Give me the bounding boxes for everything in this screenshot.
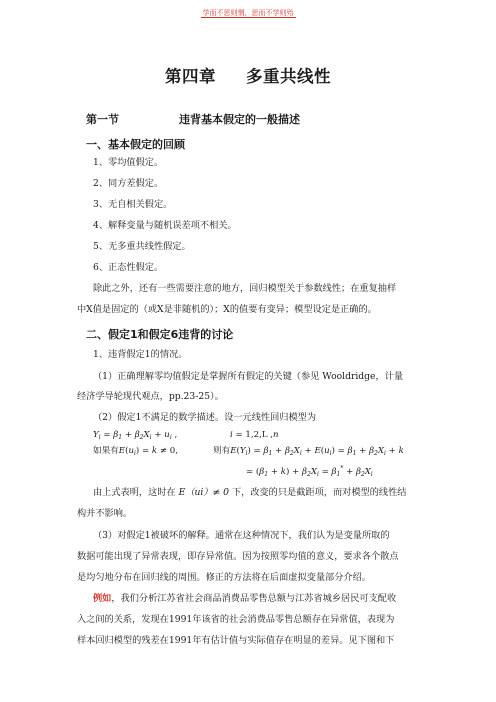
paragraph-line: 构并不影响。 <box>77 508 133 519</box>
paragraph-line: 除此之外，还有一些需要注意的地方，回归模型关于参数线性；在重复抽样 <box>93 283 397 294</box>
expectation-equation: 则有$E(Y_i) = \beta_1 + \beta_2X_i + E(u_i) = \beta_1 + \beta_2X_i + k$ <box>213 446 404 457</box>
example-line: 样本回归模型的残差在1991年有估计值与实际值存在明显的差异。见下图和下 <box>77 635 395 646</box>
inline-math: E（ui）≠ 0 <box>178 487 230 498</box>
heading-basic-assumptions: 一、基本假定的回顾 <box>86 138 185 151</box>
chapter-name: 多重共线性 <box>246 67 331 86</box>
model-equation: $Y_i = \beta_1 + \beta_2X_i + u_i$ , <box>93 430 178 441</box>
condition-equation: 如果有$E(u_i) = k \ne 0$, <box>93 446 179 457</box>
paragraph-line: 中X值是固定的（或X是非随机的）；X的值要有变异；模型设定是正确的。 <box>77 304 377 315</box>
chapter-number: 第四章 <box>165 67 216 86</box>
heading-violations: 二、假定1和假定6违背的讨论 <box>86 328 234 341</box>
assumption-2: 2、同方差假定。 <box>93 178 164 189</box>
assumption-3: 3、无自相关假定。 <box>93 199 173 210</box>
paragraph-line: （1）正确理解零均值假定是掌握所有假定的关键（参见 Wooldridge，计量 <box>93 371 404 382</box>
chapter-title <box>0 63 496 87</box>
assumption-1: 1、零均值假定。 <box>93 157 164 168</box>
example-line: 入之间的关系，发现在1991年该省的社会消费品零售总额存在异常值，表现为 <box>77 614 395 625</box>
paragraph-line: （3）对假定1被破坏的解释。通常在这种情况下，我们认为是变量所取的 <box>93 530 390 541</box>
paragraph-line: 由上式表明，这时在 E（ui）≠ 0 下，改变的只是截距项，而对模型的线性结 <box>93 487 407 498</box>
paragraph-line: （2）假定1不满足的数学描述。设一元线性回归模型为 <box>93 412 317 423</box>
example-label: 例如 <box>93 593 112 604</box>
example-line: 例如，我们分析江苏省社会商品消费品零售总额与江苏省城乡居民可支配收 <box>93 593 397 604</box>
paragraph-line: 经济学导轮现代观点，pp.23-25）。 <box>77 391 224 402</box>
assumption-4: 4、解释变量与随机误差项不相关。 <box>93 220 237 231</box>
paragraph-line: 是均匀地分布在回归线的周围。修正的方法将在后面虚拟变量部分介绍。 <box>77 572 371 583</box>
assumption-6: 6、正态性假定。 <box>93 262 164 273</box>
item-violation-1: 1、违背假定1的情况。 <box>93 349 188 360</box>
section-name: 违背基本假定的一般描述 <box>179 113 300 126</box>
section-title <box>86 111 300 127</box>
section-number: 第一节 <box>86 113 119 126</box>
paragraph-line: 数据可能出现了异常表现，即存异常值。因为按照零均值的意义，要求各个散点 <box>77 551 399 562</box>
index-range: i = 1,2,L ,n <box>230 430 279 440</box>
header-note: 学而不思则惘，思而不学则殆 <box>202 9 294 17</box>
assumption-5: 5、无多重共线性假定。 <box>93 241 191 252</box>
result-equation: = $(\beta_1 + k) + \beta_2X_i = \beta_1^* + \beta_2X_i$ <box>246 465 373 478</box>
